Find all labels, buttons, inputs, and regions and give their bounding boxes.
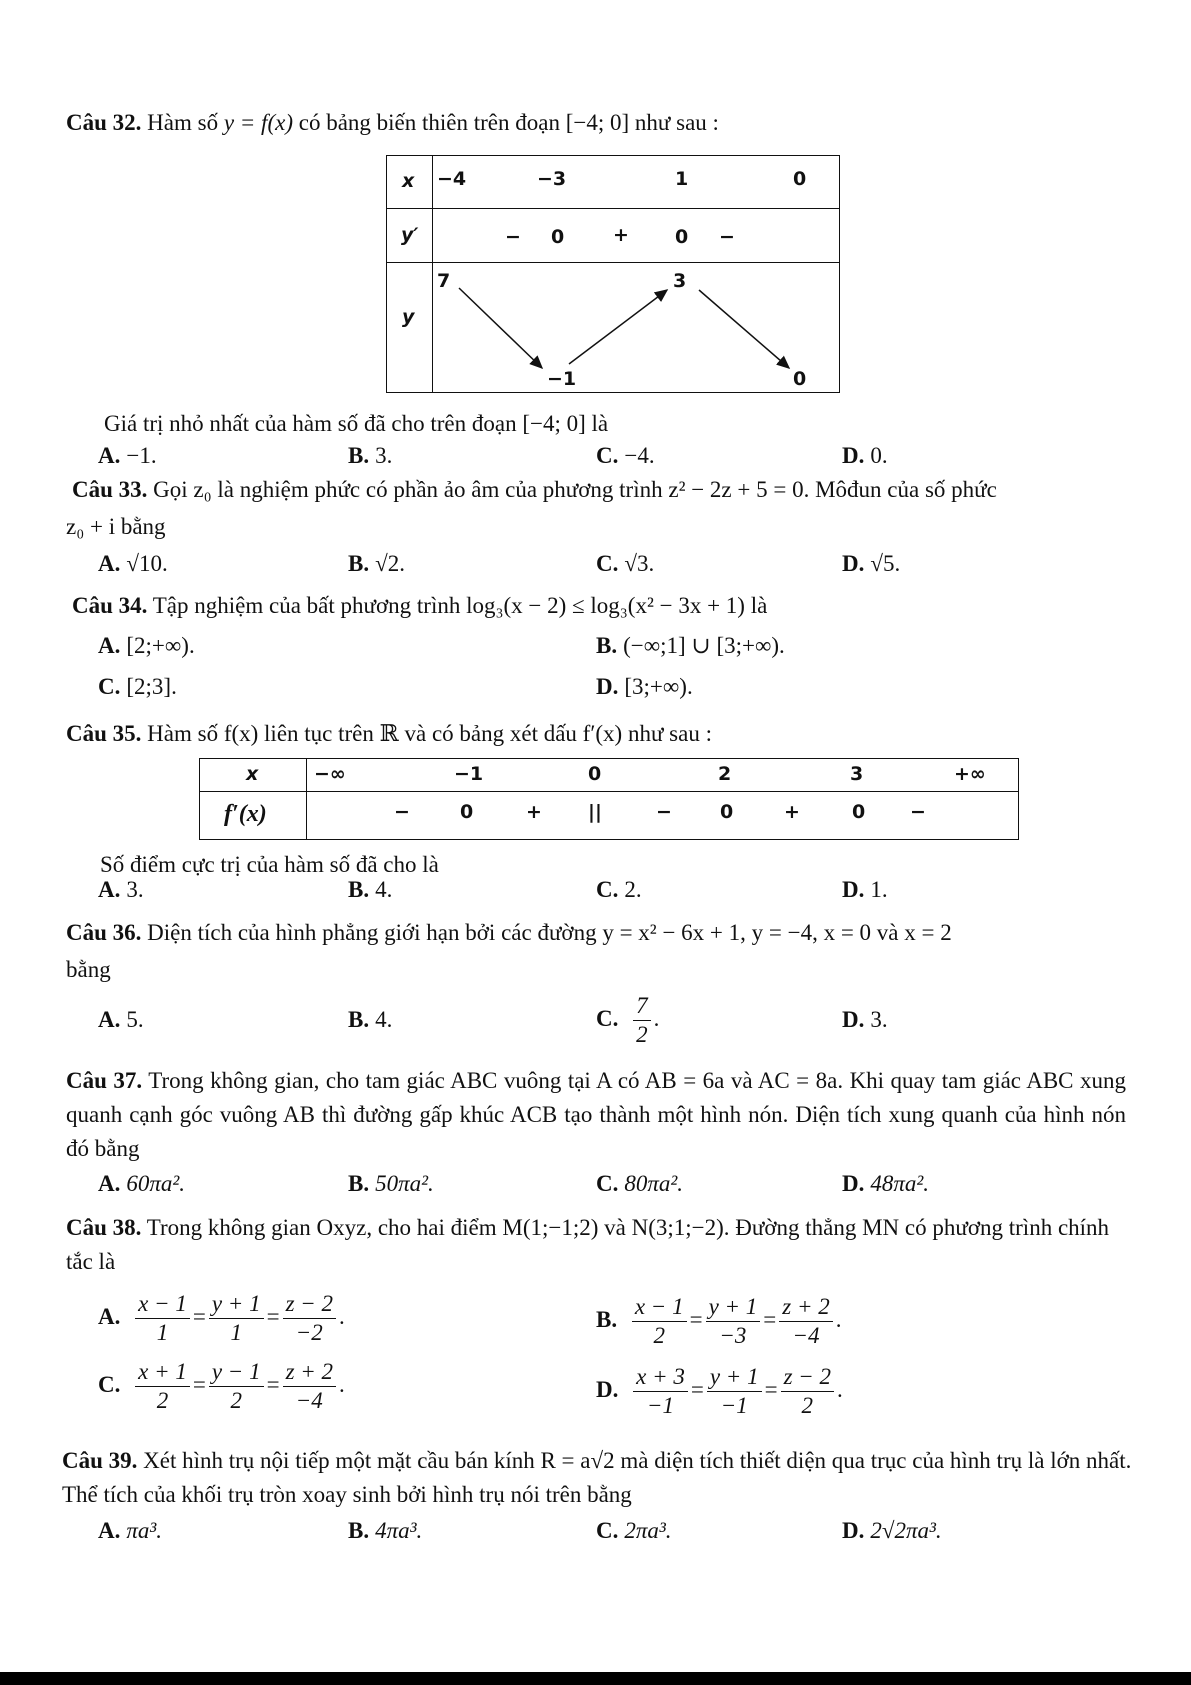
q36-option-c-den: 2 bbox=[636, 1022, 648, 1047]
q34-option-c-letter: C. bbox=[98, 674, 121, 699]
q36-option-d[interactable] bbox=[842, 1007, 888, 1033]
q35-option-a[interactable] bbox=[98, 877, 144, 903]
q39-option-d-text: 2√2πa³. bbox=[870, 1518, 942, 1543]
q38-b-frac-1 bbox=[632, 1293, 687, 1350]
q37-option-a-letter: A. bbox=[98, 1171, 121, 1196]
q38-c-d1: 2 bbox=[156, 1388, 169, 1413]
q32-arrows bbox=[387, 156, 839, 392]
q38-option-a[interactable]: A. $\frac{x - 1}{1}$ = $\frac{y + 1}{1}$ = $\frac{z - 2}{-2}$ . bbox=[98, 1291, 345, 1345]
q33-option-c[interactable] bbox=[596, 551, 654, 577]
q35-option-b-letter: B. bbox=[348, 877, 370, 902]
q32-prompt: Giá trị nhỏ nhất của hàm số đã cho trên đoạn [−4; 0] là bbox=[104, 411, 609, 436]
q33-option-d[interactable] bbox=[842, 551, 900, 577]
question-36-label: Câu 36. bbox=[66, 920, 142, 945]
q34-option-c[interactable] bbox=[98, 674, 177, 700]
q35-fp-val-0: − bbox=[394, 801, 410, 823]
q33-option-d-text: √5. bbox=[870, 551, 901, 576]
q38-d-frac-1 bbox=[633, 1363, 688, 1420]
q32-text-b: có bảng biến thiên trên đoạn bbox=[298, 110, 560, 135]
q38-c-n3: z + 2 bbox=[283, 1358, 336, 1387]
q35-fp-val-6: + bbox=[784, 801, 800, 823]
q38-b-n3: z + 2 bbox=[779, 1293, 832, 1322]
q35-option-a-text: 3. bbox=[126, 877, 144, 902]
q36-option-a-letter: A. bbox=[98, 1007, 121, 1032]
q39-option-b-text: 4πa³. bbox=[375, 1518, 423, 1543]
question-39-label: Câu 39. bbox=[62, 1448, 138, 1473]
q39-option-c-text: 2πa³. bbox=[624, 1518, 672, 1543]
q35-fp-val-4: − bbox=[656, 801, 672, 823]
q37-option-d-text: 48πa². bbox=[870, 1171, 930, 1196]
q36-option-a[interactable] bbox=[98, 1007, 144, 1033]
q38-d-d2: −1 bbox=[720, 1393, 748, 1418]
q37-option-b-text: 50πa². bbox=[375, 1171, 434, 1196]
q37-option-b[interactable] bbox=[348, 1171, 434, 1197]
q38-c-frac-2 bbox=[209, 1358, 264, 1415]
q35-fp-val-7: 0 bbox=[852, 801, 866, 823]
q33-option-a-text: √10. bbox=[126, 551, 168, 576]
q35-option-c-text: 2. bbox=[624, 877, 642, 902]
q37-option-c-text: 80πa². bbox=[624, 1171, 684, 1196]
q38-a-frac-1 bbox=[135, 1290, 190, 1347]
q38-a-n1: x − 1 bbox=[135, 1290, 190, 1319]
q38-b-d3: −4 bbox=[792, 1323, 820, 1348]
q32-y-val-1: −1 bbox=[547, 368, 577, 390]
q33-option-b[interactable] bbox=[348, 551, 405, 577]
q38-c-frac-3 bbox=[283, 1358, 336, 1415]
q34-option-a-letter: A. bbox=[98, 633, 121, 658]
q32-yp-val-2: + bbox=[613, 224, 629, 246]
q36-option-b-letter: B. bbox=[348, 1007, 370, 1032]
question-38-stem bbox=[66, 1211, 1126, 1279]
q35-option-b[interactable] bbox=[348, 877, 392, 903]
q35-fp-val-3: || bbox=[588, 801, 602, 823]
q35-option-b-text: 4. bbox=[375, 877, 393, 902]
q36-option-b[interactable] bbox=[348, 1007, 392, 1033]
q34-option-b[interactable] bbox=[596, 633, 785, 659]
q38-option-a-letter: A. bbox=[98, 1303, 121, 1329]
question-35-stem bbox=[66, 717, 1136, 751]
q35-x-label: x bbox=[246, 763, 259, 785]
q36-option-a-text: 5. bbox=[126, 1007, 144, 1032]
q38-option-b-letter: B. bbox=[596, 1306, 618, 1332]
q35-option-d-text: 1. bbox=[870, 877, 888, 902]
q35-fp-val-5: 0 bbox=[720, 801, 734, 823]
question-36-stem bbox=[66, 916, 1136, 950]
q35-x-val-5: +∞ bbox=[954, 763, 986, 785]
q35-x-val-0: −∞ bbox=[314, 763, 346, 785]
q34-option-b-text: (−∞;1] ∪ [3;+∞). bbox=[623, 633, 785, 658]
q32-y-val-2: 3 bbox=[673, 270, 687, 292]
q38-c-frac-1 bbox=[135, 1358, 190, 1415]
q32-x-val-1: −3 bbox=[537, 168, 567, 190]
q32-y-label: y bbox=[402, 306, 415, 328]
q38-a-n3: z − 2 bbox=[283, 1290, 336, 1319]
question-32-stem bbox=[66, 106, 1136, 140]
q36-option-d-text: 3. bbox=[870, 1007, 888, 1032]
q34-option-d[interactable] bbox=[596, 674, 693, 700]
q39-option-d[interactable] bbox=[842, 1518, 942, 1544]
q32-yp-val-3: 0 bbox=[675, 226, 689, 248]
q33-option-c-letter: C. bbox=[596, 551, 619, 576]
q38-option-b[interactable]: B. $\frac{x - 1}{2}$ = $\frac{y + 1}{-3}$ = $\frac{z + 2}{-4}$ . bbox=[596, 1294, 842, 1348]
q35-fp-label: f′(x) bbox=[224, 801, 267, 827]
question-34-label: Câu 34. bbox=[72, 593, 148, 618]
q33-option-b-text: √2. bbox=[375, 551, 405, 576]
q35-fp-val-2: + bbox=[526, 801, 542, 823]
q35-option-c-letter: C. bbox=[596, 877, 619, 902]
q38-b-d1: 2 bbox=[653, 1323, 665, 1348]
q32-y-val-3: 0 bbox=[793, 368, 807, 390]
q35-text: Hàm số f(x) liên tục trên ℝ và có bảng xét dấu f′(x) như sau : bbox=[147, 721, 712, 746]
q38-d-n1: x + 3 bbox=[633, 1363, 688, 1392]
q32-option-b-text: 3. bbox=[375, 443, 393, 468]
q39-option-d-letter: D. bbox=[842, 1518, 865, 1543]
q38-c-n1: x + 1 bbox=[135, 1358, 190, 1387]
q32-yp-label: y′ bbox=[401, 224, 419, 246]
question-35-label: Câu 35. bbox=[66, 721, 142, 746]
q37-option-d-letter: D. bbox=[842, 1171, 865, 1196]
q34-option-d-letter: D. bbox=[596, 674, 619, 699]
q38-option-d[interactable]: D. $\frac{x + 3}{-1}$ = $\frac{y + 1}{-1}$ = $\frac{z - 2}{2}$ . bbox=[596, 1364, 843, 1418]
q38-text: Trong không gian Oxyz, cho hai điểm M(1;−1;2) và N(3;1;−2). Đường thẳng MN có phương trình chính tắc là bbox=[66, 1215, 1110, 1274]
q38-a-d1: 1 bbox=[156, 1320, 169, 1345]
question-39-stem bbox=[62, 1444, 1132, 1512]
q33-option-c-text: √3. bbox=[624, 551, 655, 576]
q39-option-a-text: πa³. bbox=[126, 1518, 163, 1543]
q34-option-a-text: [2;+∞). bbox=[126, 633, 195, 658]
question-37-label: Câu 37. bbox=[66, 1068, 143, 1093]
q38-d-n3: z − 2 bbox=[781, 1363, 834, 1392]
q32-text-a: Hàm số bbox=[147, 110, 219, 135]
q32-option-d-text: 0. bbox=[870, 443, 888, 468]
q37-option-a[interactable] bbox=[98, 1171, 185, 1197]
q34-option-b-letter: B. bbox=[596, 633, 618, 658]
q32-variation-table bbox=[386, 155, 840, 393]
q35-x-val-3: 2 bbox=[718, 763, 732, 785]
q36-text2: bằng bbox=[66, 957, 111, 982]
q38-d-n2: y + 1 bbox=[707, 1363, 762, 1392]
question-38-label: Câu 38. bbox=[66, 1215, 142, 1240]
scan-bottom-edge bbox=[0, 1672, 1191, 1685]
q32-option-a-text: −1. bbox=[126, 443, 157, 468]
q35-option-a-letter: A. bbox=[98, 877, 121, 902]
q35-x-val-1: −1 bbox=[454, 763, 484, 785]
q38-b-n1: x − 1 bbox=[632, 1293, 687, 1322]
q32-arrow-down-1 bbox=[459, 288, 542, 368]
q32-y-val-0: 7 bbox=[437, 270, 451, 292]
q34-text: Tập nghiệm của bất phương trình log₃(x − 2) ≤ log₃(x² − 3x + 1) là bbox=[152, 593, 768, 618]
q34-option-a[interactable] bbox=[98, 633, 195, 659]
q38-d-d1: −1 bbox=[646, 1393, 674, 1418]
q36-option-b-text: 4. bbox=[375, 1007, 393, 1032]
q32-option-b-letter: B. bbox=[348, 443, 370, 468]
q35-prompt: Số điểm cực trị của hàm số đã cho là bbox=[100, 852, 439, 877]
question-37-stem bbox=[66, 1064, 1126, 1166]
q38-a-d3: −2 bbox=[295, 1320, 323, 1345]
q36-option-c[interactable] bbox=[596, 992, 659, 1049]
q38-a-frac-2 bbox=[209, 1290, 264, 1347]
q39-option-c[interactable] bbox=[596, 1518, 672, 1544]
q39-text: Xét hình trụ nội tiếp một mặt cầu bán kính R = a√2 mà diện tích thiết diện qua trục của hình trụ là lớn nhất. Thể tích của khối trụ tròn xoay sinh bởi hình trụ nói trên bằng bbox=[62, 1448, 1132, 1507]
q38-option-c[interactable]: C. $\frac{x + 1}{2}$ = $\frac{y - 1}{2}$ = $\frac{z + 2}{-4}$ . bbox=[98, 1359, 345, 1413]
q39-option-a[interactable] bbox=[98, 1518, 162, 1544]
q35-option-d[interactable] bbox=[842, 877, 888, 903]
q38-b-frac-3 bbox=[779, 1293, 832, 1350]
q35-fp-val-8: − bbox=[910, 801, 926, 823]
q32-yp-val-0: − bbox=[505, 226, 521, 248]
q33-option-a-letter: A. bbox=[98, 551, 121, 576]
q39-option-a-letter: A. bbox=[98, 1518, 121, 1543]
q32-func: y = f(x) bbox=[223, 110, 293, 135]
q38-a-frac-3 bbox=[283, 1290, 336, 1347]
q38-d-frac-2 bbox=[707, 1363, 762, 1420]
q32-option-c-letter: C. bbox=[596, 443, 619, 468]
q32-text-c: như sau : bbox=[634, 110, 719, 135]
q35-x-val-4: 3 bbox=[850, 763, 864, 785]
q36-option-c-tail: . bbox=[653, 1005, 660, 1031]
q38-option-c-letter: C. bbox=[98, 1371, 121, 1397]
q38-a-n2: y + 1 bbox=[209, 1290, 264, 1319]
q33-text2: z₀ + i bằng bbox=[66, 514, 166, 539]
q38-c-d2: 2 bbox=[230, 1388, 242, 1413]
q32-x-label: x bbox=[402, 170, 415, 192]
q32-option-a-letter: A. bbox=[98, 443, 121, 468]
q35-option-c[interactable] bbox=[596, 877, 642, 903]
q38-a-d2: 1 bbox=[230, 1320, 242, 1345]
q38-b-d2: −3 bbox=[719, 1323, 747, 1348]
q32-arrow-up bbox=[569, 290, 667, 364]
q37-option-c-letter: C. bbox=[596, 1171, 619, 1196]
q32-option-b[interactable] bbox=[348, 443, 392, 469]
q38-d-frac-3 bbox=[781, 1363, 834, 1420]
q32-option-d-letter: D. bbox=[842, 443, 865, 468]
q32-yp-val-4: − bbox=[719, 226, 735, 248]
q36-option-d-letter: D. bbox=[842, 1007, 865, 1032]
q32-interval: [−4; 0] bbox=[565, 110, 630, 135]
q35-fp-val-1: 0 bbox=[460, 801, 474, 823]
q34-option-c-text: [2;3]. bbox=[126, 674, 177, 699]
q37-option-d[interactable] bbox=[842, 1171, 929, 1197]
q37-text: Trong không gian, cho tam giác ABC vuông tại A có AB = 6a và AC = 8a. Khi quay tam giác ABC xung quanh cạnh góc vuông AB thì đường gấp khúc ACB tạo thành một hình nón. Diện tích xung quanh của hình nón đó bằng bbox=[66, 1068, 1126, 1161]
question-33-label: Câu 33. bbox=[72, 477, 148, 502]
question-32-label: Câu 32. bbox=[66, 110, 142, 135]
q37-option-b-letter: B. bbox=[348, 1171, 370, 1196]
q38-c-n2: y − 1 bbox=[209, 1358, 264, 1387]
q36-option-c-letter: C. bbox=[596, 1005, 619, 1031]
q36-text: Diện tích của hình phẳng giới hạn bởi các đường y = x² − 6x + 1, y = −4, x = 0 và x = 2 bbox=[147, 920, 952, 945]
q32-option-d[interactable] bbox=[842, 443, 888, 469]
q33-option-d-letter: D. bbox=[842, 551, 865, 576]
q38-b-n2: y + 1 bbox=[706, 1293, 761, 1322]
q35-x-val-2: 0 bbox=[588, 763, 602, 785]
question-33-stem bbox=[72, 473, 1142, 507]
q32-x-val-2: 1 bbox=[675, 168, 689, 190]
q32-x-val-0: −4 bbox=[437, 168, 467, 190]
q33-option-a[interactable] bbox=[98, 551, 168, 577]
q38-b-frac-2 bbox=[706, 1293, 761, 1350]
q38-c-d3: −4 bbox=[295, 1388, 323, 1413]
q32-yp-val-1: 0 bbox=[551, 226, 565, 248]
q32-arrow-down-2 bbox=[699, 290, 789, 368]
q38-option-d-letter: D. bbox=[596, 1376, 619, 1402]
q33-text: Gọi z₀ là nghiệm phức có phần ảo âm của phương trình z² − 2z + 5 = 0. Môđun của số phức bbox=[153, 477, 997, 502]
q39-option-c-letter: C. bbox=[596, 1518, 619, 1543]
q38-d-d3: 2 bbox=[801, 1393, 814, 1418]
q37-option-a-text: 60πa². bbox=[126, 1171, 186, 1196]
question-34-stem bbox=[72, 589, 1142, 623]
q37-option-c[interactable] bbox=[596, 1171, 683, 1197]
q32-option-c[interactable] bbox=[596, 443, 655, 469]
q39-option-b[interactable] bbox=[348, 1518, 422, 1544]
q39-option-b-letter: B. bbox=[348, 1518, 370, 1543]
q32-option-a[interactable] bbox=[98, 443, 157, 469]
q32-option-c-text: −4. bbox=[624, 443, 655, 468]
q35-sign-table bbox=[199, 758, 1019, 840]
q36-option-c-num: 7 bbox=[633, 992, 651, 1021]
q33-option-b-letter: B. bbox=[348, 551, 370, 576]
q36-option-c-fraction bbox=[633, 992, 651, 1049]
q32-x-val-3: 0 bbox=[793, 168, 807, 190]
q34-option-d-text: [3;+∞). bbox=[624, 674, 693, 699]
q35-option-d-letter: D. bbox=[842, 877, 865, 902]
